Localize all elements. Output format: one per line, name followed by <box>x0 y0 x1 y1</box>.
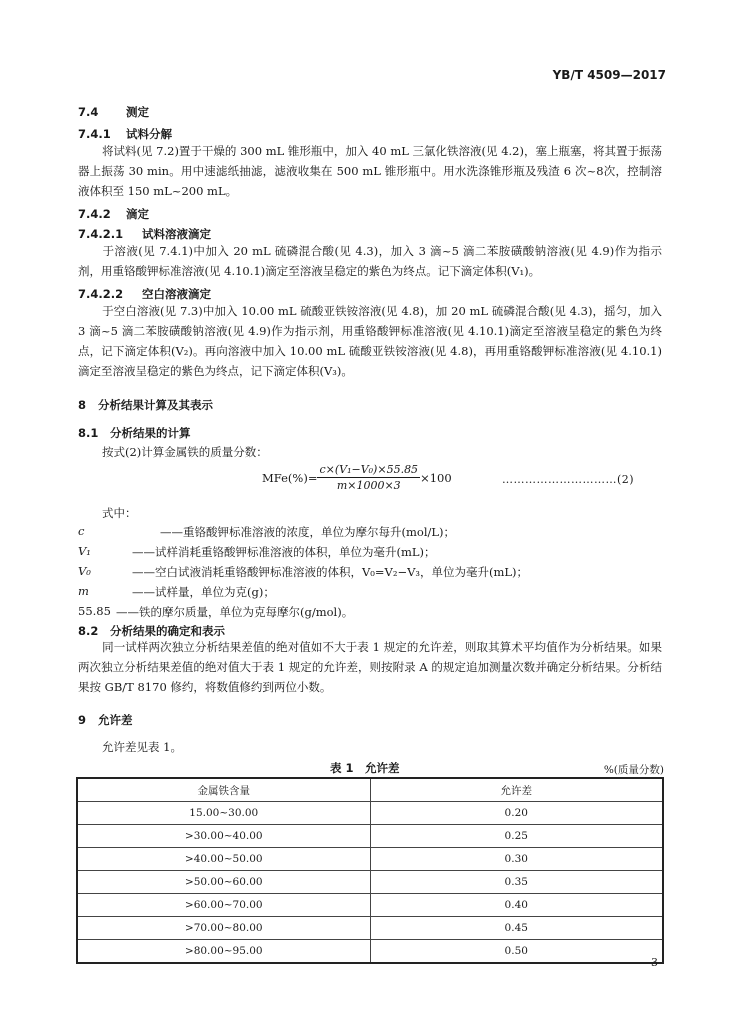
paragraph-7-4-2-2 <box>78 301 662 381</box>
section-number: 8.2 <box>78 624 99 638</box>
table-row <box>77 940 663 964</box>
tolerance-table <box>76 777 664 964</box>
section-title: 滴定 <box>126 207 149 221</box>
formula-denominator: m×1000×3 <box>336 479 401 492</box>
paragraph-text: 同一试样两次独立分析结果差值的绝对值如不大于表 1 规定的允许差，则取其算术平均值作为分析结果。如果两次独立分析结果差值的绝对值大于表 1 规定的允许差，则按附录 A 的规定追加测量次数并确定分析结果。分析结果按 GB/T 8170 修约，将数值修约到两位小数。 <box>78 640 662 694</box>
where-description: ——试样消耗重铬酸钾标准溶液的体积，单位为毫升(mL)； <box>132 545 436 559</box>
section-number: 7.4.1 <box>78 127 111 141</box>
where-description: ——试样量，单位为克(g)； <box>132 585 275 599</box>
section-7-4-2 <box>78 206 149 222</box>
section-number: 7.4.2.1 <box>78 227 124 241</box>
section-7-4-2-2 <box>78 286 211 302</box>
table-cell-tolerance: 0.50 <box>370 940 663 964</box>
table-row <box>77 871 663 894</box>
where-intro: 式中： <box>102 506 137 520</box>
where-symbol: V₁ <box>78 544 91 558</box>
table-caption: 表 1 允许差 <box>330 761 400 775</box>
where-symbol: 55.85 <box>78 604 111 618</box>
section-number: 7.4.2 <box>78 207 111 221</box>
section-number: 8.1 <box>78 426 99 440</box>
formula-lhs: MFe(%)= <box>262 470 318 485</box>
paragraph-7-4-1 <box>78 141 662 201</box>
where-description: ——铁的摩尔质量，单位为克每摩尔(g/mol)。 <box>116 605 354 619</box>
section-8 <box>78 397 213 413</box>
section-number: 9 <box>78 713 87 727</box>
table-header-cell: 允许差 <box>370 778 663 802</box>
section-title: 分析结果的确定和表示 <box>110 624 225 638</box>
section-number: 7.4 <box>78 105 99 119</box>
formula-intro: 按式(2)计算金属铁的质量分数： <box>102 445 268 459</box>
table-unit: %(质量分数) <box>603 764 664 776</box>
section-9 <box>78 712 133 728</box>
table-row <box>77 917 663 940</box>
paragraph-8-2 <box>78 637 662 697</box>
formula-tail: ×100 <box>420 470 452 485</box>
table-header-cell: 金属铁含量 <box>77 778 370 802</box>
where-description: ——空白试液消耗重铬酸钾标准溶液的体积，V₀=V₂−V₃，单位为毫升(mL)； <box>132 565 529 579</box>
table-row <box>77 825 663 848</box>
table-cell-range: >30.00~40.00 <box>77 825 370 848</box>
table-cell-tolerance: 0.30 <box>370 848 663 871</box>
section-title: 允许差 <box>98 713 133 727</box>
table-row <box>77 802 663 825</box>
table-cell-range: >50.00~60.00 <box>77 871 370 894</box>
section-number: 8 <box>78 398 87 412</box>
standard-number: YB/T 4509—2017 <box>552 68 666 82</box>
table-cell-tolerance: 0.25 <box>370 825 663 848</box>
section-number: 7.4.2.2 <box>78 287 124 301</box>
section-7-4-1 <box>78 126 172 142</box>
paragraph-text: 于溶液(见 7.4.1)中加入 20 mL 硫磷混合酸(见 4.3)，加入 3 滴~5 滴二苯胺磺酸钠溶液(见 4.9)作为指示剂，用重铬酸钾标准溶液(见 4.10.1)滴定至溶液呈稳定的紫色为终点。记下滴定体积(V₁)。 <box>78 244 662 278</box>
section-7-4 <box>78 104 149 120</box>
table-header-row <box>77 778 663 802</box>
table-cell-tolerance: 0.40 <box>370 894 663 917</box>
table-cell-tolerance: 0.35 <box>370 871 663 894</box>
page-number: 3 <box>651 956 658 969</box>
table-row <box>77 894 663 917</box>
section-title: 分析结果的计算 <box>110 426 191 440</box>
where-symbol: c <box>78 524 85 538</box>
table-cell-range: >60.00~70.00 <box>77 894 370 917</box>
section-title: 试料分解 <box>126 127 172 141</box>
where-description: ——重铬酸钾标准溶液的浓度，单位为摩尔每升(mol/L)； <box>160 525 455 539</box>
paragraph-9: 允许差见表 1。 <box>102 740 182 754</box>
where-symbol: m <box>78 584 89 598</box>
section-8-1 <box>78 425 191 441</box>
section-title: 测定 <box>126 105 149 119</box>
table-cell-range: >80.00~95.00 <box>77 940 370 964</box>
table-cell-tolerance: 0.20 <box>370 802 663 825</box>
paragraph-7-4-2-1 <box>78 241 662 281</box>
table-cell-range: >40.00~50.00 <box>77 848 370 871</box>
table-cell-tolerance: 0.45 <box>370 917 663 940</box>
formula-label: …………………………(2) <box>502 473 635 486</box>
section-title: 分析结果计算及其表示 <box>98 398 213 412</box>
section-title: 试料溶液滴定 <box>142 227 211 241</box>
table-row <box>77 848 663 871</box>
section-7-4-2-1 <box>78 226 211 242</box>
table-cell-range: 15.00~30.00 <box>77 802 370 825</box>
formula-fraction <box>317 463 420 492</box>
section-title: 空白溶液滴定 <box>142 287 211 301</box>
formula-2 <box>262 463 452 492</box>
paragraph-text: 于空白溶液(见 7.3)中加入 10.00 mL 硫酸亚铁铵溶液(见 4.8)，加 20 mL 硫磷混合酸(见 4.3)，摇匀，加入 3 滴~5 滴二苯胺磺酸钠溶液(见 4.9)作为指示剂，用重铬酸钾标准溶液(见 4.10.1)滴定至溶液呈稳定的紫色为终点，记下滴定体积(V₂)。再向溶液中加入 10.00 mL 硫酸亚铁铵溶液(见 4.8)，再用重铬酸钾标准溶液(见 4.10.1)滴定至溶液呈稳定的紫色为终点，记下滴定体积(V₃)。 <box>78 304 662 378</box>
table-cell-range: >70.00~80.00 <box>77 917 370 940</box>
paragraph-text: 将试料(见 7.2)置于干燥的 300 mL 锥形瓶中，加入 40 mL 三氯化铁溶液(见 4.2)，塞上瓶塞，将其置于振荡器上振荡 30 min。用中速滤纸抽滤，滤液收集在 500 mL 锥形瓶中。用水洗涤锥形瓶及残渣 6 次~8次，控制溶液体积至 150 mL~200 mL。 <box>78 144 662 198</box>
where-symbol: V₀ <box>78 564 91 578</box>
formula-numerator: c×(V₁−V₀)×55.85 <box>319 463 419 476</box>
